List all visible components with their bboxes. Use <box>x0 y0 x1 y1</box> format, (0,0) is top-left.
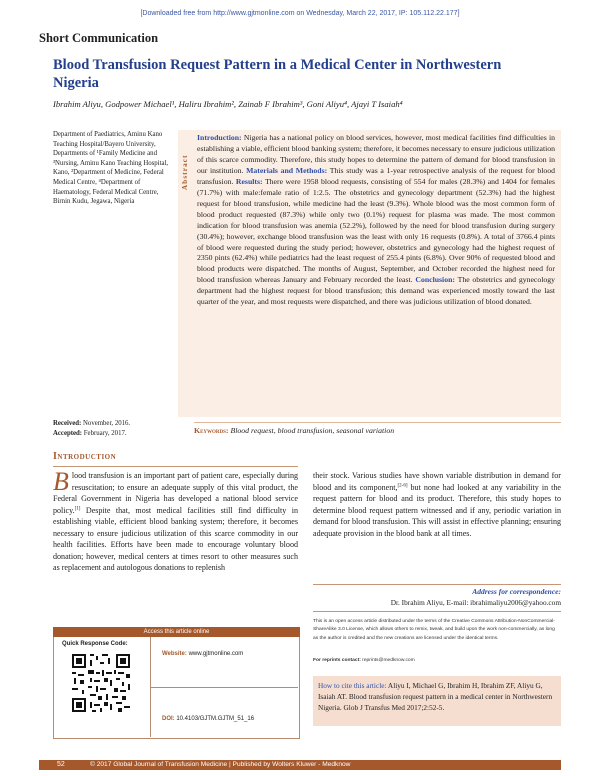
introduction-column-2 <box>313 470 561 539</box>
how-to-cite-label: How to cite this article: <box>318 681 387 690</box>
paper-title: Blood Transfusion Request Pattern in a Medical Center in Northwestern Nigeria <box>53 57 502 91</box>
website-label: Website: <box>162 651 187 657</box>
page-number: 52 <box>57 761 65 768</box>
article-dates <box>53 419 178 438</box>
drop-cap: B <box>53 467 69 496</box>
license-text: This is an open access article distributed under the terms of the Creative Commons Attribution-NonCommercial-ShareAlike 3.0 License, which allows others to remix, tweak, and build upon the work non-commercially, as long as the author is credited and the new creations are licensed under the identical terms. <box>313 619 555 641</box>
received-date: November, 2016. <box>83 420 131 427</box>
received-label: Received: <box>53 420 82 427</box>
abstract-conclusion-text: The obstetrics and gynecology department had the highest request for blood transfusion; this demand was experienced mostly toward the last quarter of the year, and most requests were dispatched, and there was judicious utilization of blood donated. <box>197 275 555 307</box>
abstract-conclusion-label: Conclusion: <box>415 275 455 285</box>
correspondence-email[interactable]: Dr. Ibrahim Aliyu, E-mail: ibrahimaliyu2006@yahoo.com <box>390 598 561 607</box>
abstract-text <box>197 133 555 308</box>
abstract-results-label: Results: <box>235 176 263 186</box>
website-link[interactable]: www.gjtmonline.com <box>188 651 244 657</box>
abstract-intro-text: Nigeria has a national policy on blood services, however, most medical facilities find difficulties in establishing a viable, efficient blood banking system; therefore, it becomes necessary to ensure judicious utilization of this scarce commodity. Therefore, this study hopes to determine the pattern of demand for blood transfusion in our institution. <box>197 133 556 175</box>
introduction-rule <box>53 466 298 467</box>
access-box-divider <box>150 687 298 688</box>
keywords <box>194 422 561 439</box>
accepted-label: Accepted: <box>53 429 83 437</box>
doi-link[interactable]: 10.4103/GJTM.GJTM_51_16 <box>176 716 255 722</box>
keywords-label: Keywords: <box>194 426 229 435</box>
access-online-title: Access this article online <box>53 627 300 637</box>
abstract-intro-label: Introduction: <box>197 133 242 142</box>
how-to-cite-body: Aliyu I, Michael G, Ibrahim H, Ibrahim ZF, Aliyu G, Isaiah AT. Blood transfusion request pattern in a medical center in Northwestern Nigeria. Glob J Transfus Med 2017;2:52-5. <box>318 681 553 713</box>
correspondence-rule <box>313 584 561 585</box>
section-label: Short Communication <box>39 31 159 45</box>
abstract-results-text: There were 1958 blood requests, consisting of 554 for males (28.3%) and 1404 for females (71.7%) with male:female ratio of 1:2.5. The obstetrics and gynecology department (52.3%) had the highest request for blood transfusion, while medicine had the least (9.3%). Whole blood was the most common form of blood product requested (87.3%) while only two (0.1%) request for plasma was made. The most common indication for blood transfusion was anemia (52.2%), followed by the need for blood transfusion during surgery (30.4%); however, exchange blood transfusion was the least with only 16 requests (0.8%). A total of 3766.4 pints of blood were requested during the study period; however, obstetrics and gynecology had the highest request of 2350 pints (62.4%) while pediatrics had the least request of 255.4 pints (6.8%). Over 90% of requested blood and blood products were dispatched. The months of August, September, and October recorded the highest need for blood transfusion whereas January and February recorded the least. <box>197 176 556 285</box>
abstract-tab-label: Abstract <box>181 154 189 190</box>
intro-col2-text-a: their stock. Various studies have shown variable distribution in demand for blood and its component, <box>313 471 561 492</box>
reprints-email[interactable]: reprints@medknow.com <box>362 658 415 663</box>
abstract-methods-text: This study was a 1-year retrospective analysis of the request for blood transfusion. <box>197 165 556 186</box>
doi-line <box>162 716 254 722</box>
how-to-cite-text <box>318 680 558 714</box>
accepted-date: February, 2017. <box>83 429 127 437</box>
reprints-label: For reprints contact: <box>313 658 361 663</box>
download-note: [Downloaded free from http://www.gjtmonline.com on Wednesday, March 22, 2017, IP: 105.112.22.177] <box>140 10 460 17</box>
qr-code-icon[interactable] <box>70 652 132 714</box>
intro-col2-text-b: but none had looked at any variability in the request pattern for blood and its product. Therefore, this study hopes to determine blood request pattern witnessed and if any, periodic variation in demand for blood transfusion. This will assist in effective planning; ensuring adequate provision in the blood bank at all times. <box>313 482 561 538</box>
doi-label: DOI: <box>162 716 175 722</box>
author-list: Ibrahim Aliyu, Godpower Michael¹, Haliru Ibrahim², Zainab F Ibrahim³, Goni Aliyu⁴, Ajayi T Isaiah⁴ <box>53 99 403 109</box>
citation-ref[interactable]: [2-6] <box>397 482 408 488</box>
footer-text: © 2017 Global Journal of Transfusion Medicine | Published by Wolters Kluwer - Medknow <box>90 761 351 768</box>
correspondence-heading: Address for correspondence: <box>472 587 561 596</box>
qr-code-label: Quick Response Code: <box>62 641 128 647</box>
introduction-column-1 <box>53 467 298 574</box>
introduction-heading: Introduction <box>53 451 117 462</box>
correspondence-rule <box>313 611 561 612</box>
website-line <box>162 651 243 657</box>
affiliations: Department of Paediatrics, Aminu Kano Teaching Hospital/Bayero University, Departments of ¹Family Medicine and ³Nursing, Aminu Kano Teaching Hospital, Kano, ²Department of Medicine, Federal Medical Centre, ⁴Department of Haematology, Federal Medical Centre, Birnin Kudu, Jegawa, Nigeria <box>53 131 169 206</box>
abstract-methods-label: Materials and Methods: <box>246 165 328 175</box>
reprints-line <box>313 658 561 663</box>
citation-ref[interactable]: [1] <box>74 505 81 511</box>
intro-col1-text-b: Despite that, most medical facilities still find difficulty in establishing viable, efficient blood banking system; therefore, it becomes necessary to ensure judicious utilization of this scarce commodity in our health facilities. Efforts have been made to encourage voluntary blood donation; however, medical centers at times resort to other measures such as replacement and autologous donations to replenish <box>53 505 298 572</box>
intro-col1-text-a: lood transfusion is an important part of patient care, especially during resuscitation; to ensure an adequate supply of this vital product, the Federal Government in Nigeria has developed a national blood service policy. <box>53 471 298 515</box>
abstract-tab <box>180 134 192 194</box>
keywords-value: Blood request, blood transfusion, seasonal variation <box>230 426 395 435</box>
